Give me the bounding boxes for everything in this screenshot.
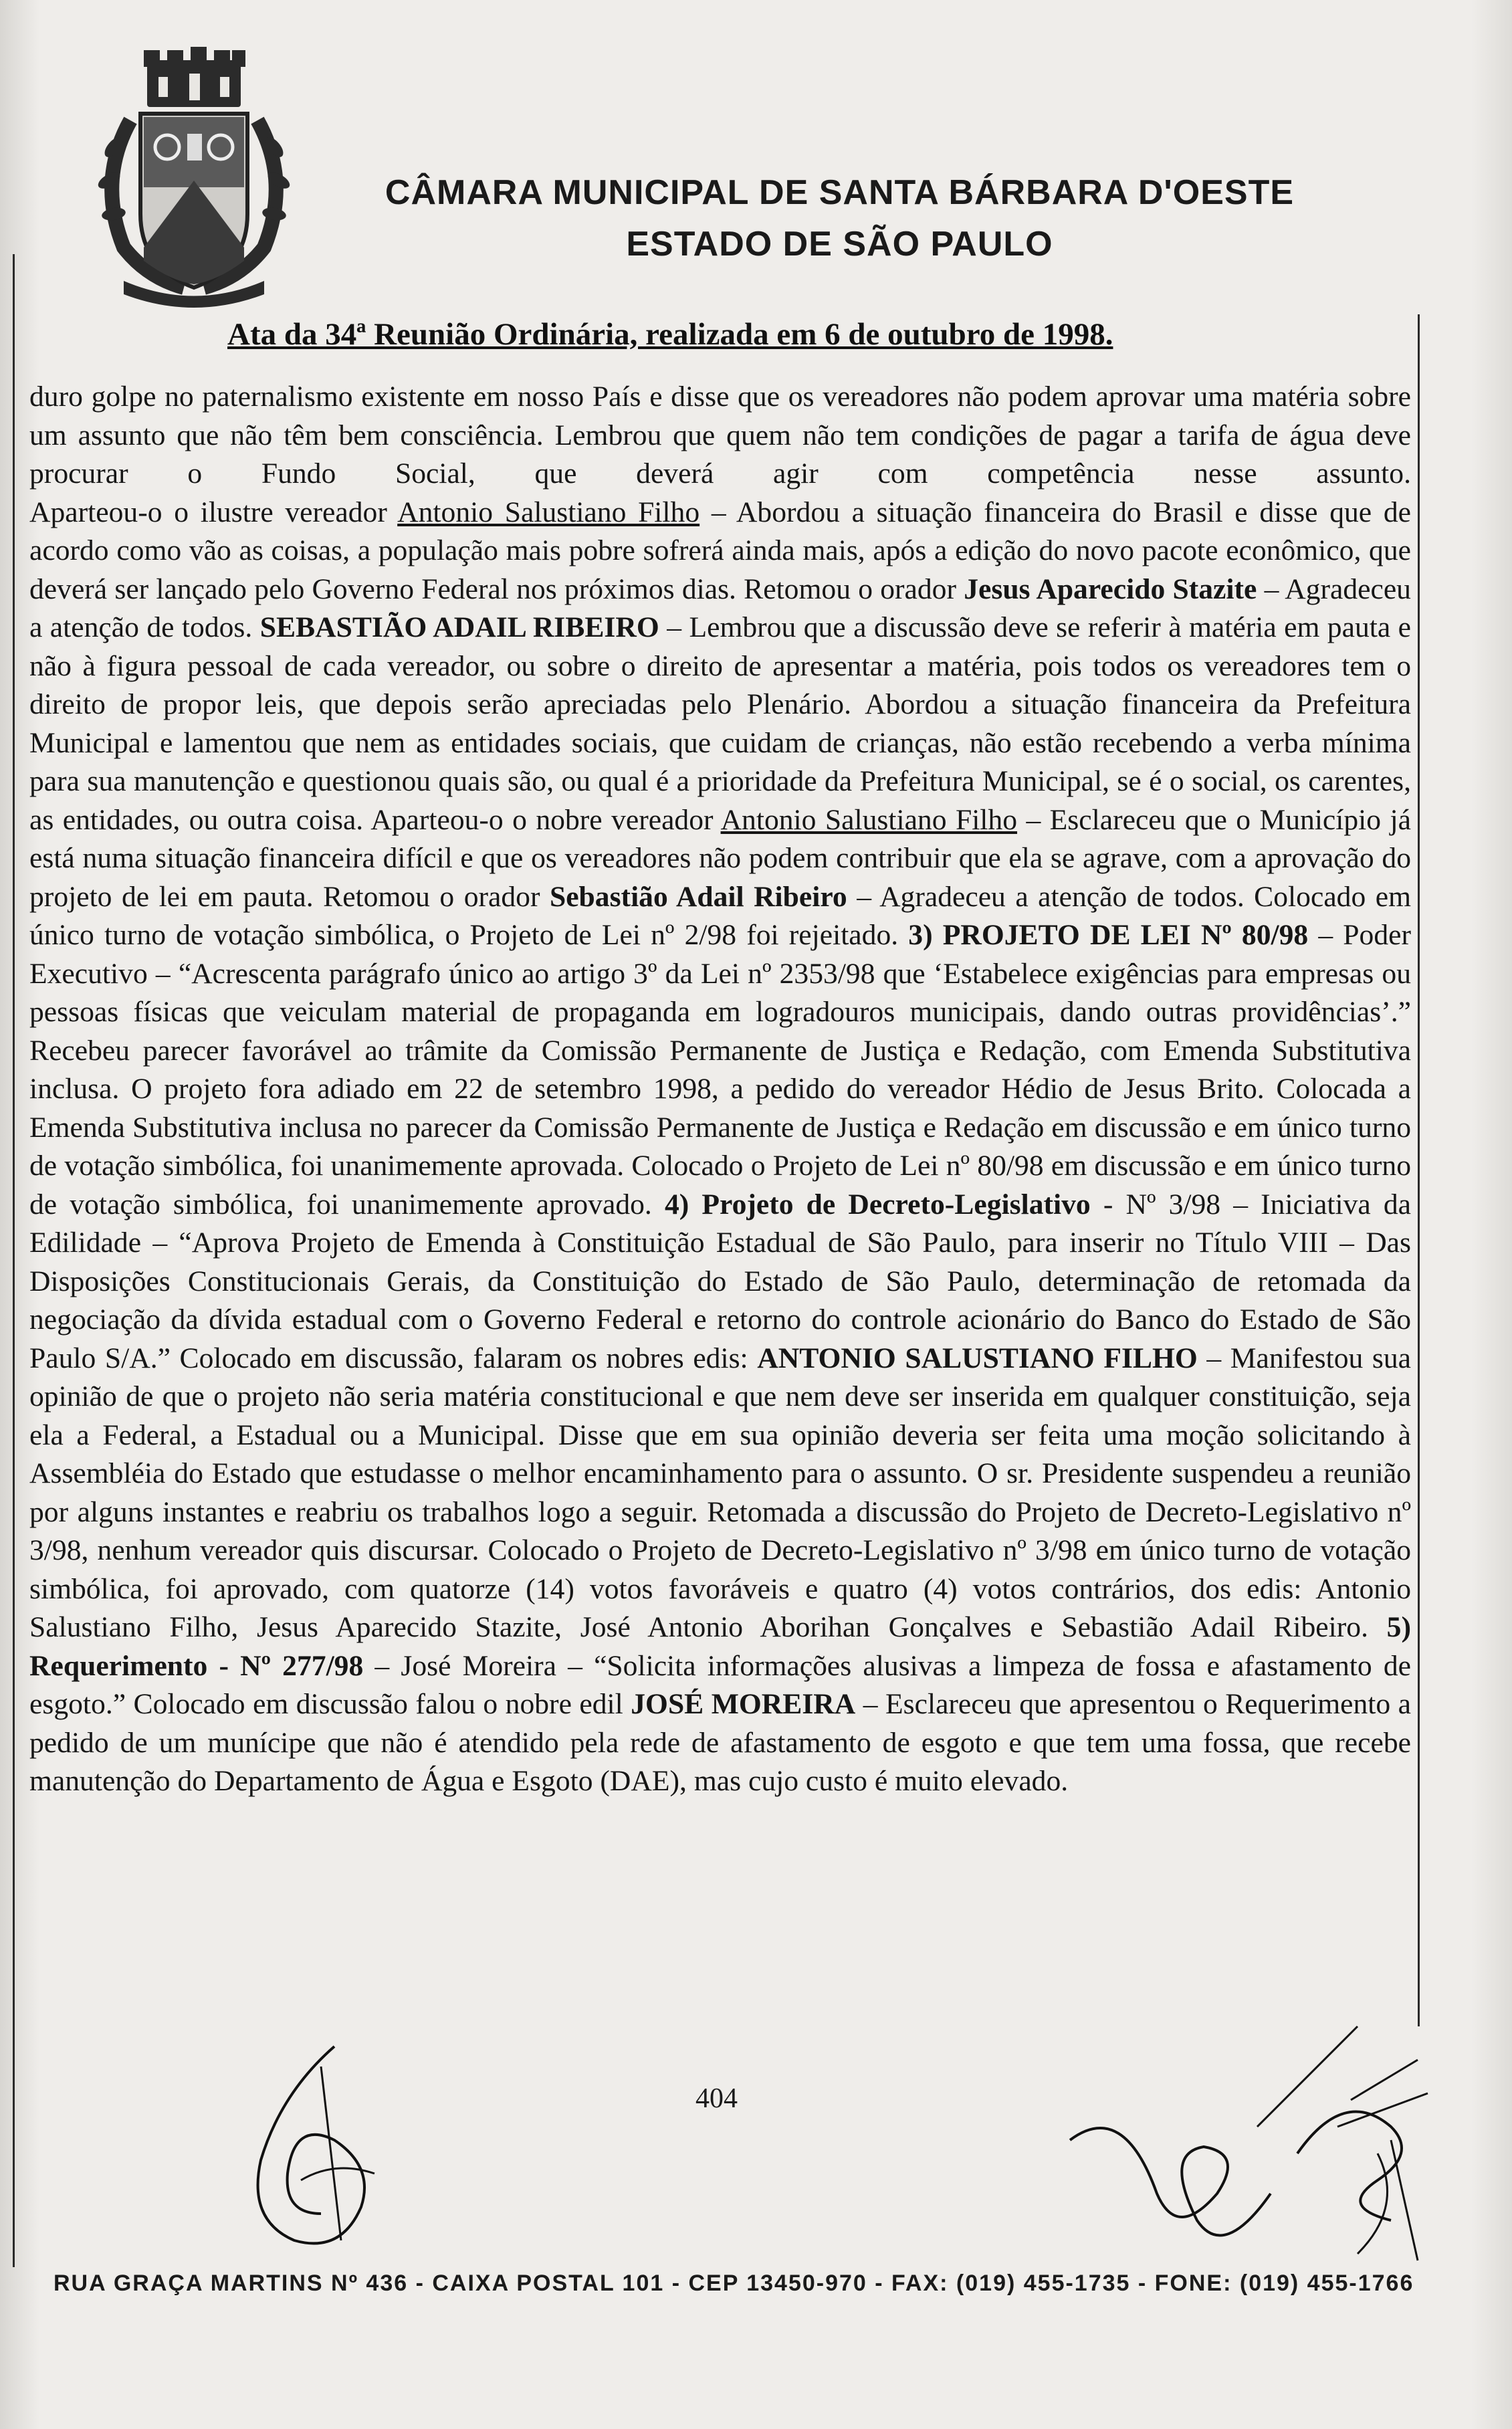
document-title: Ata da 34ª Reunião Ordinária, realizada em 6 de outubro de 1998. [227, 317, 1113, 352]
speaker-name: Antonio Salustiano Filho [397, 496, 700, 528]
text-run: – José Moreira – “Solicita informações alusivas a limpeza de fossa e afastamento de esgoto.” Colocado em discussão falou o nobre edil [29, 1649, 1411, 1720]
speaker-name: Jesus Aparecido Stazite [964, 572, 1257, 605]
footer-address: RUA GRAÇA MARTINS Nº 436 - CAIXA POSTAL 101 - CEP 13450-970 - FAX: (019) 455-1735 - FONE: (019) 455-1766 [53, 2270, 1414, 2296]
text-run: – Lembrou que a discussão deve se referir à matéria em pauta e não à figura pessoal de cada vereador, ou sobre o direito de apresentar a matéria, pois todos os vereadores tem o direito de propor leis, que depois serão apreciadas pelo Plenário. Abordou a situação financeira da Prefeitura Municipal e lamentou que nem as entidades sociais, que cuidam de crianças, não estão recebendo a verba mínima para sua manutenção e questionou quais são, ou qual é a prioridade da Prefeitura Municipal, se é o social, os carentes, as entidades, ou outra coisa. Aparteou-o o nobre vereador [29, 611, 1411, 836]
minutes-body [29, 378, 1411, 1801]
text-run: – Abordou a situação financeira do Brasil e disse que de acordo como vão as coisas, a população mais pobre sofrerá ainda mais, após a edição do novo pacote econômico, que deverá ser lançado pelo Governo Federal nos próximos dias. Retomou o orador [29, 496, 1411, 605]
text-run: – Esclareceu que apresentou o Requerimento a pedido de um munícipe que não é atendido pela rede de afastamento de esgoto e que tem uma fossa, que recebe manutenção do Departamento de Água e Esgoto (DAE), mas cujo custo é muito elevado. [29, 1688, 1411, 1797]
text-run: - Nº 3/98 – Iniciativa da Edilidade – “Aprova Projeto de Emenda à Constituição Estadual de São Paulo, para inserir no Título VIII – Das Disposições Constitucionais Gerais, da Constituição do Estado de São Paulo, determinação de retomada da negociação da dívida estadual com o Governo Federal e retorno do controle acionário do Banco do Estado de São Paulo S/A.” Colocado em discussão, falaram os nobres edis: [29, 1188, 1411, 1374]
text-run: – Esclareceu que o Município já está numa situação financeira difícil e que os vereadores não podem contribuir que ela se agrave, com a aprovação do projeto de lei em pauta. Retomou o orador [29, 803, 1411, 913]
text-run: – Agradeceu a atenção de todos. Colocado em único turno de votação simbólica, o Projeto de Lei nº 2/98 foi rejeitado. [29, 880, 1411, 951]
text-run: – Agradeceu a atenção de todos. [29, 572, 1411, 643]
agenda-item-heading: 5) Requerimento - Nº 277/98 [29, 1611, 1411, 1682]
text-run: – Manifestou sua opinião de que o projeto não seria matéria constitucional e que nem deve ser inserida em qualquer constituição, seja ela a Federal, a Estadual ou a Municipal. Disse que em sua opinião deveria ser feita uma moção solicitando à Assembléia do Estado que estudasse o melhor encaminhamento para o assunto. O sr. Presidente suspendeu a reunião por alguns instantes e reabriu os trabalhos logo a seguir. Retomada a discussão do Projeto de Decreto-Legislativo nº 3/98, nenhum vereador quis discursar. Colocado o Projeto de Decreto-Legislativo nº 3/98 em único turno de votação simbólica, foi aprovado, com quatorze (14) votos favoráveis e quatro (4) votos contrários, dos edis: Antonio Salustiano Filho, Jesus Aparecido Stazite, José Antonio Aborihan Gonçalves e Sebastião Adail Ribeiro. [29, 1342, 1411, 1643]
page-number: 404 [695, 2083, 738, 2114]
signature-left-icon [221, 2040, 435, 2260]
speaker-name: SEBASTIÃO ADAIL RIBEIRO [259, 611, 659, 643]
left-frame-rule [13, 254, 15, 2267]
institution-name: CÂMARA MUNICIPAL DE SANTA BÁRBARA D'OESTE [385, 173, 1295, 212]
speaker-name: JOSÉ MOREIRA [631, 1688, 856, 1720]
state-name: ESTADO DE SÃO PAULO [626, 225, 1053, 263]
paragraph-2 [29, 494, 1411, 1801]
signature-right-icon [1043, 2020, 1444, 2274]
speaker-name: Antonio Salustiano Filho [720, 803, 1018, 836]
paragraph-1: duro golpe no paternalismo existente em nosso País e disse que os vereadores não podem aprovar uma matéria sobre um assunto que não têm bem consciência. Lembrou que quem não tem condições de pagar a tarifa de água deve procurar o Fundo Social, que deverá agir com competência nesse assunto. [29, 381, 1411, 490]
agenda-item-heading: 3) PROJETO DE LEI Nº 80/98 [908, 919, 1309, 951]
text-run: – Poder Executivo – “Acrescenta parágrafo único ao artigo 3º da Lei nº 2353/98 que ‘Estabelece exigências para empresas ou pessoas físicas que veiculam material de propaganda em logradouros municipais, dando outras providências’.” Recebeu parecer favorável ao trâmite da Comissão Permanente de Justiça e Redação, com Emenda Substitutiva inclusa. O projeto fora adiado em 22 de setembro 1998, a pedido do vereador Hédio de Jesus Brito. Colocada a Emenda Substitutiva inclusa no parecer da Comissão Permanente de Justiça e Redação em discussão e em único turno de votação simbólica, foi unanimemente aprovada. Colocado o Projeto de Lei nº 80/98 em discussão e em único turno de votação simbólica, foi unanimemente aprovado. [29, 919, 1411, 1221]
agenda-item-heading: 4) Projeto de Decreto-Legislativo [664, 1188, 1091, 1221]
speaker-name: ANTONIO SALUSTIANO FILHO [757, 1342, 1198, 1374]
text-run: Aparteou-o o ilustre vereador [29, 496, 398, 528]
right-frame-rule [1418, 314, 1420, 2026]
speaker-name: Sebastião Adail Ribeiro [549, 880, 847, 913]
